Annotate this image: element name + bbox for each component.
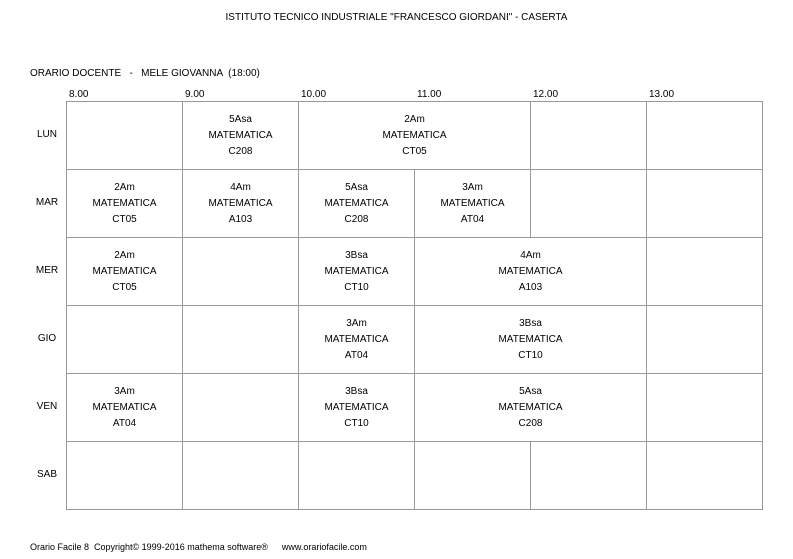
grid-line — [646, 305, 647, 374]
grid-line — [530, 101, 531, 170]
lesson-class: 3Am — [114, 385, 135, 397]
grid-line — [530, 509, 647, 510]
lesson-cell[interactable] — [415, 238, 646, 305]
grid-line — [530, 169, 647, 170]
lesson-class: 5Asa — [519, 385, 542, 397]
lesson-room: CT05 — [402, 145, 427, 157]
grid-line — [762, 441, 763, 510]
lesson-cell[interactable] — [183, 170, 298, 237]
grid-line — [646, 441, 763, 442]
grid-line — [182, 305, 183, 374]
teacher-schedule-heading: ORARIO DOCENTE - MELE GIOVANNA (18:00) — [30, 68, 260, 79]
grid-line — [182, 237, 183, 306]
day-label: GIO — [37, 333, 57, 344]
grid-line — [646, 305, 763, 306]
lesson-room: A103 — [518, 281, 543, 293]
footer-copyright: Orario Facile 8 Copyright© 1999-2016 mathema software® — [30, 542, 268, 552]
lesson-class: 3Am — [462, 181, 483, 193]
lesson-subject: MATEMATICA — [92, 401, 157, 413]
lesson-room: AT04 — [344, 349, 369, 361]
lesson-room: C208 — [228, 145, 253, 157]
grid-line — [414, 441, 531, 442]
hour-label: 9.00 — [185, 89, 205, 100]
lesson-cell[interactable] — [299, 374, 414, 441]
hour-label: 8.00 — [69, 89, 89, 100]
lesson-subject: MATEMATICA — [92, 197, 157, 209]
lesson-cell[interactable] — [183, 102, 298, 169]
hour-label: 12.00 — [533, 89, 559, 100]
grid-line — [646, 237, 647, 306]
lesson-cell[interactable] — [299, 102, 530, 169]
schedule-grid — [66, 101, 762, 509]
lesson-room: AT04 — [460, 213, 485, 225]
grid-line — [762, 169, 763, 238]
grid-line — [762, 305, 763, 374]
lesson-class: 3Bsa — [519, 317, 542, 329]
lesson-class: 3Am — [346, 317, 367, 329]
lesson-room: CT10 — [344, 417, 369, 429]
lesson-subject: MATEMATICA — [208, 129, 273, 141]
grid-line — [182, 509, 299, 510]
grid-line — [298, 441, 415, 442]
lesson-cell[interactable] — [415, 170, 530, 237]
lesson-subject: MATEMATICA — [440, 197, 505, 209]
lesson-cell[interactable] — [299, 306, 414, 373]
lesson-class: 5Asa — [229, 113, 252, 125]
lesson-subject: MATEMATICA — [208, 197, 273, 209]
lesson-subject: MATEMATICA — [498, 333, 563, 345]
grid-line — [298, 441, 299, 510]
lesson-subject: MATEMATICA — [382, 129, 447, 141]
grid-line — [182, 237, 299, 238]
grid-line — [646, 101, 647, 170]
grid-line — [66, 441, 183, 442]
grid-line — [182, 373, 183, 442]
lesson-subject: MATEMATICA — [324, 333, 389, 345]
lesson-class: 4Am — [520, 249, 541, 261]
lesson-cell[interactable] — [67, 374, 182, 441]
grid-line — [66, 305, 183, 306]
lesson-room: CT10 — [518, 349, 543, 361]
lesson-cell[interactable] — [299, 238, 414, 305]
day-label: SAB — [36, 469, 57, 480]
grid-line — [646, 237, 763, 238]
lesson-room: CT10 — [344, 281, 369, 293]
grid-line — [646, 169, 647, 238]
grid-line — [414, 441, 415, 510]
lesson-class: 3Bsa — [345, 385, 368, 397]
grid-line — [762, 237, 763, 306]
lesson-subject: MATEMATICA — [324, 265, 389, 277]
hour-label: 11.00 — [417, 89, 442, 100]
grid-line — [530, 441, 531, 510]
lesson-class: 3Bsa — [345, 249, 368, 261]
lesson-room: AT04 — [112, 417, 137, 429]
grid-line — [182, 373, 299, 374]
lesson-class: 2Am — [404, 113, 425, 125]
lesson-cell[interactable] — [67, 170, 182, 237]
day-label: MER — [35, 265, 59, 276]
hour-label: 13.00 — [649, 89, 675, 100]
lesson-cell[interactable] — [415, 374, 646, 441]
lesson-subject: MATEMATICA — [324, 401, 389, 413]
lesson-class: 4Am — [230, 181, 251, 193]
grid-line — [762, 101, 763, 170]
lesson-room: C208 — [518, 417, 543, 429]
grid-line — [646, 373, 763, 374]
lesson-room: CT05 — [112, 281, 137, 293]
lesson-cell[interactable] — [299, 170, 414, 237]
grid-line — [298, 509, 415, 510]
grid-line — [646, 509, 763, 510]
day-label: VEN — [36, 401, 58, 412]
lesson-room: C208 — [344, 213, 369, 225]
lesson-room: A103 — [228, 213, 253, 225]
lesson-subject: MATEMATICA — [498, 265, 563, 277]
lesson-subject: MATEMATICA — [92, 265, 157, 277]
grid-line — [530, 441, 647, 442]
school-title: ISTITUTO TECNICO INDUSTRIALE "FRANCESCO GIORDANI" - CASERTA — [225, 12, 568, 23]
lesson-subject: MATEMATICA — [498, 401, 563, 413]
hour-label: 10.00 — [301, 89, 327, 100]
grid-line — [646, 169, 763, 170]
grid-line — [182, 441, 183, 510]
day-label: MAR — [35, 197, 59, 208]
grid-line — [414, 509, 531, 510]
grid-line — [646, 441, 647, 510]
lesson-class: 5Asa — [345, 181, 368, 193]
grid-line — [530, 169, 531, 238]
lesson-class: 2Am — [114, 181, 135, 193]
footer-url[interactable]: www.orariofacile.com — [281, 542, 367, 552]
lesson-cell[interactable] — [415, 306, 646, 373]
grid-line — [182, 441, 299, 442]
grid-line — [182, 305, 299, 306]
lesson-cell[interactable] — [67, 238, 182, 305]
footer — [30, 542, 367, 552]
lesson-subject: MATEMATICA — [324, 197, 389, 209]
grid-line — [66, 509, 183, 510]
lesson-class: 2Am — [114, 249, 135, 261]
grid-line — [762, 373, 763, 442]
grid-line — [646, 373, 647, 442]
lesson-room: CT05 — [112, 213, 137, 225]
day-label: LUN — [36, 129, 57, 140]
